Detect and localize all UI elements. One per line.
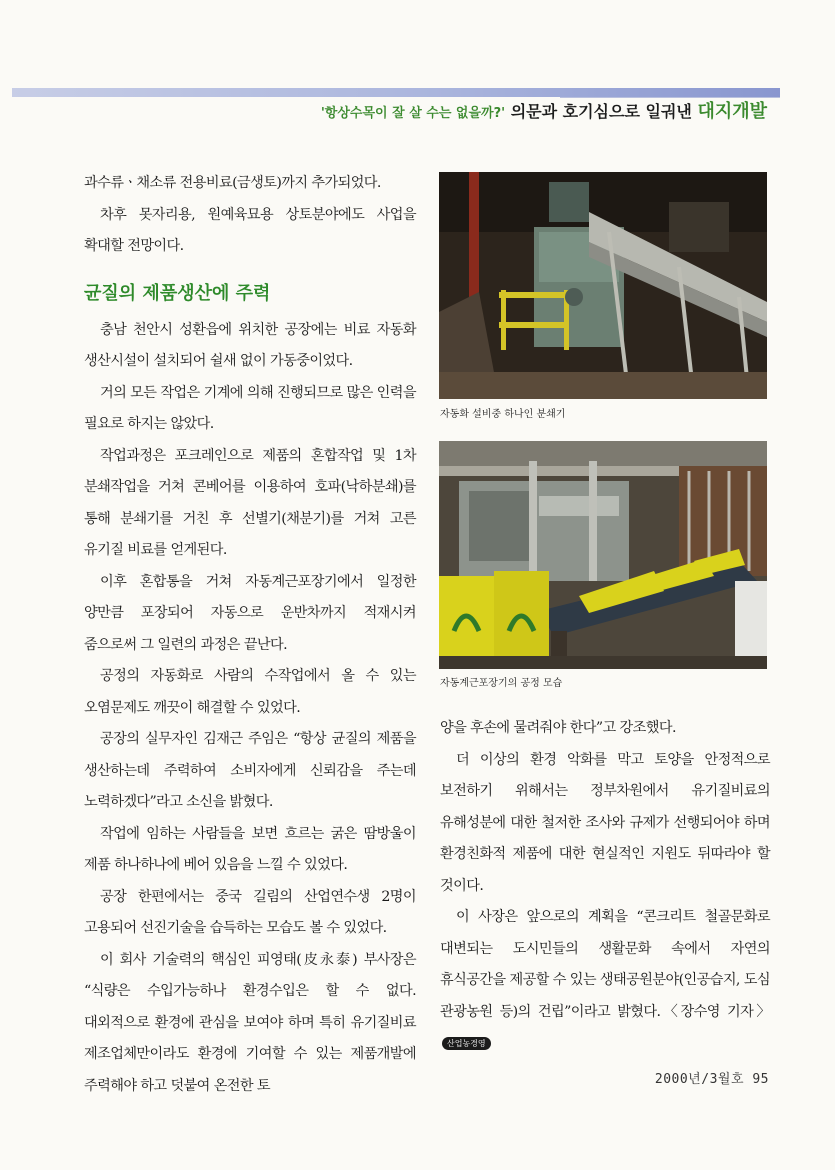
left-column <box>84 168 416 1102</box>
paragraph: 충남 천안시 성환읍에 위치한 공장에는 비료 자동화 생산시설이 설치되어 쉴새 없이 가동중이었다. <box>84 321 416 369</box>
paragraph <box>440 902 770 1060</box>
running-title-middle: 의문과 호기심으로 일궈낸 <box>505 102 698 121</box>
header-rule <box>560 97 780 98</box>
crusher-machine-icon <box>439 172 767 399</box>
right-column <box>440 713 770 1060</box>
paragraph: 작업에 임하는 사람들을 보면 흐르는 굵은 땀방울이 제품 하나하나에 베어 있음을 느낄 수 있었다. <box>84 825 416 873</box>
running-title-question: '항상수목이 잘 살 수는 없을까?' <box>320 106 506 121</box>
packaging-photo <box>439 441 767 669</box>
paragraph: 이후 혼합통을 거쳐 자동계근포장기에서 일정한 양만큼 포장되어 자동으로 운반차까지 적재시켜 줌으로써 그 일련의 과정은 끝난다. <box>84 573 416 653</box>
paragraph: 이 회사 기술력의 핵심인 피영태(皮永泰) 부사장은 “식량은 수입가능하나 환경수입은 할 수 없다. 대외적으로 환경에 관심을 보여야 하며 특히 유기질비료 제조업체만이라도 환경에 기여할 수 있는 제품개발에 주력해야 하고 덧붙여 온전한 토 <box>84 951 416 1094</box>
paragraph: 공장의 실무자인 김재근 주임은 “항상 균질의 제품을 생산하는데 주력하여 소비자에게 신뢰감을 주는데 노력하겠다”라고 소신을 밝혔다. <box>84 731 416 810</box>
running-title <box>321 100 767 124</box>
paragraph-text: 이 사장은 앞으로의 계획을 “콘크리트 철골문화로 대변되는 도시민들의 생활문화 속에서 자연의 휴식공간을 제공할 수 있는 생태공원분야(인공습지, 도심 관광농원 등)의 건립”이라고 밝혔다.〈장수영 기자〉 <box>440 909 770 1020</box>
photo-caption: 자동계근포장기의 공정 모습 <box>440 678 563 689</box>
photo-caption: 자동화 설비중 하나인 분쇄기 <box>440 409 566 420</box>
paragraph: 공장 한편에서는 중국 길림의 산업연수생 2명이 고용되어 선진기술을 습득하는 모습도 볼 수 있었다. <box>84 888 416 936</box>
section-heading: 균질의 제품생산에 주력 <box>84 282 271 304</box>
crusher-photo <box>439 172 767 399</box>
packaging-line-icon <box>439 441 767 669</box>
running-title-accent: 대지개발 <box>697 101 767 122</box>
header-bar <box>12 88 780 97</box>
paragraph: 작업과정은 포크레인으로 제품의 혼합작업 및 1차 분쇄작업을 거쳐 콘베어를 이용하여 호파(낙하분쇄)를 통해 분쇄기를 거친 후 선별기(채분기)를 거쳐 고른 유기질 비료를 얻게된다. <box>84 447 416 558</box>
paragraph: 차후 못자리용, 원예육묘용 상토분야에도 사업을 확대할 전망이다. <box>84 206 416 254</box>
end-mark-badge: 산업농경영 <box>442 1037 491 1050</box>
page-number: 2000년/3월호 95 <box>654 1072 769 1087</box>
paragraph: 양을 후손에 물려줘야 한다”고 강조했다. <box>440 720 676 736</box>
paragraph: 과수류ㆍ채소류 전용비료(금생토)까지 추가되었다. <box>84 175 381 191</box>
paragraph: 더 이상의 환경 악화를 막고 토양을 안정적으로 보전하기 위해서는 정부차원에서 유기질비료의 유해성분에 대한 철저한 조사와 규제가 선행되어야 하며 환경친화적 제품에 대한 현실적인 지원도 뒤따라야 할 것이다. <box>440 751 770 894</box>
paragraph: 거의 모든 작업은 기계에 의해 진행되므로 많은 인력을 필요로 하지는 않았다. <box>84 384 416 432</box>
paragraph: 공정의 자동화로 사람의 수작업에서 올 수 있는 오염문제도 깨끗이 해결할 수 있었다. <box>84 668 416 716</box>
